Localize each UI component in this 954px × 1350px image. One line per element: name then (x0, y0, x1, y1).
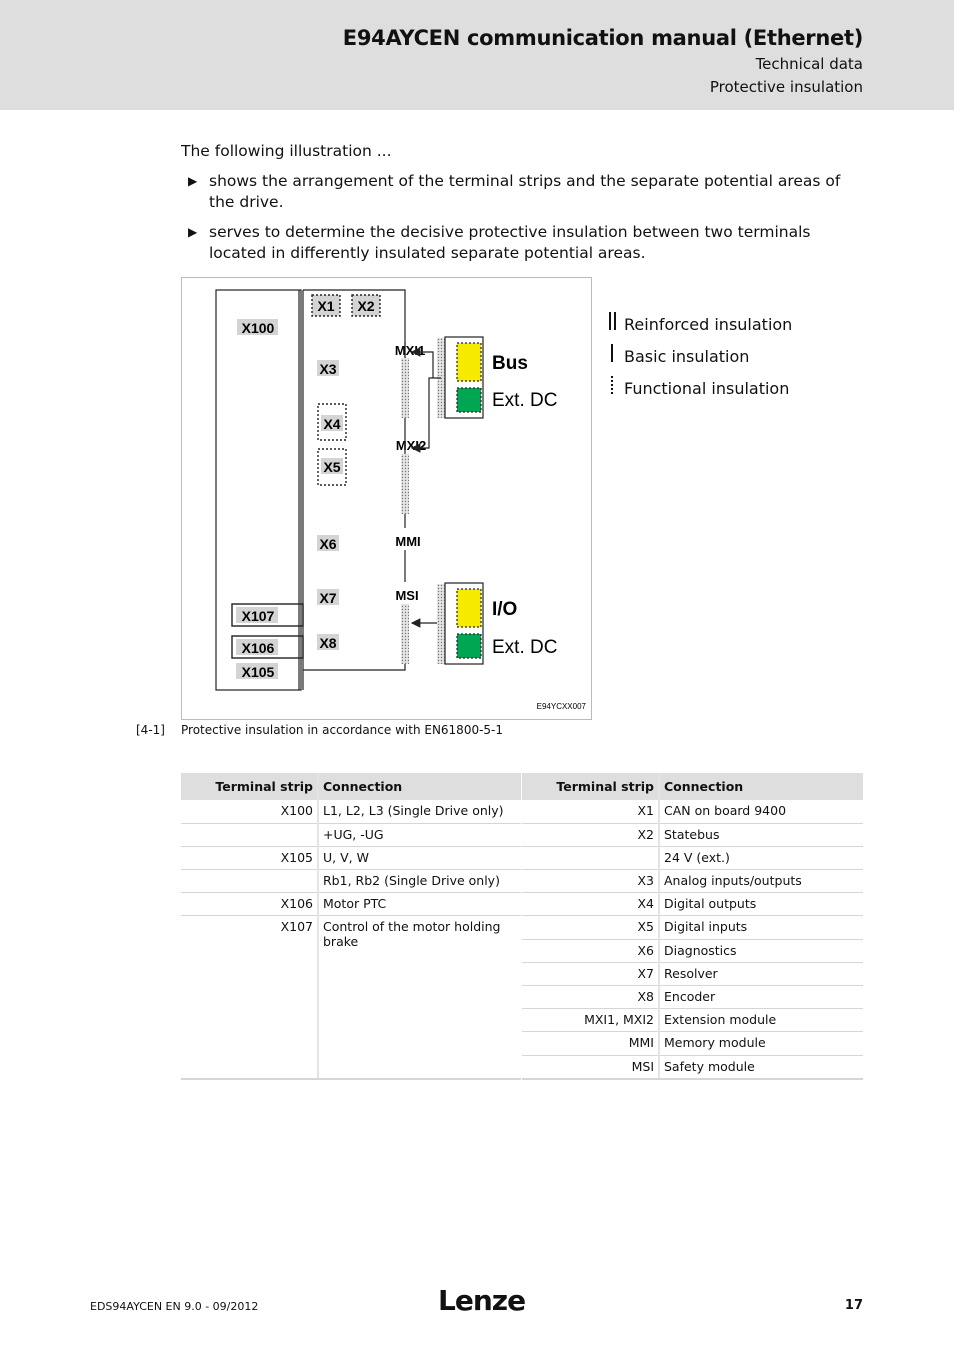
legend-reinforced: Reinforced insulation (608, 310, 792, 334)
svg-text:X7: X7 (319, 590, 337, 606)
page-title: E94AYCEN communication manual (Ethernet) (342, 26, 863, 50)
slot-mmi (395, 534, 420, 582)
figure-code: E94YCXX007 (536, 702, 586, 711)
slot-mxi2 (396, 436, 426, 528)
terminal-x3 (317, 360, 339, 377)
terminal-x1 (312, 295, 340, 316)
svg-text:MSI: MSI (395, 588, 419, 603)
terminal-x8 (317, 634, 339, 651)
slot-msi (395, 588, 418, 664)
svg-text:Ext. DC: Ext. DC (492, 390, 558, 411)
svg-text:X2: X2 (357, 298, 375, 314)
terminal-x5 (318, 449, 346, 485)
terminal-x4 (318, 404, 346, 440)
terminal-x105 (236, 663, 278, 680)
table-row: X7 Resolver (522, 962, 863, 985)
terminal-x100 (237, 319, 278, 336)
table-row: MMI Memory module (522, 1032, 863, 1055)
svg-text:X8: X8 (319, 635, 337, 651)
svg-text:X107: X107 (241, 608, 275, 624)
terminal-x107 (232, 604, 303, 626)
page-header (0, 0, 954, 110)
section-title: Technical data (755, 55, 863, 73)
table-row: X106 Motor PTC (181, 893, 521, 916)
slot-mxi1 (395, 342, 425, 436)
bullet-item (188, 222, 863, 264)
svg-text:X4: X4 (323, 416, 341, 432)
terminal-x106 (232, 636, 303, 658)
document-id: EDS94AYCEN EN 9.0 - 09/2012 (90, 1300, 259, 1313)
bus-module (412, 337, 557, 448)
page-number: 17 (844, 1298, 863, 1313)
table-row: X6 Diagnostics (522, 939, 863, 962)
svg-text:X1: X1 (317, 298, 335, 314)
legend-basic: Basic insulation (608, 342, 749, 366)
svg-text:X5: X5 (323, 459, 341, 475)
table-row: X2 Statebus (522, 823, 863, 846)
column-header: Connection (659, 773, 863, 800)
table-row: X4 Digital outputs (522, 893, 863, 916)
single-line-icon (608, 342, 622, 366)
svg-text:MXI1: MXI1 (394, 343, 426, 358)
insulation-diagram (181, 277, 592, 720)
svg-text:Bus: Bus (492, 353, 528, 374)
terminal-x2 (352, 295, 380, 316)
intro-text: The following illustration ... (181, 142, 392, 160)
svg-text:X3: X3 (319, 361, 337, 377)
drive-housing (216, 290, 405, 690)
table-row: X100 L1, L2, L3 (Single Drive only) (181, 800, 521, 823)
double-line-icon (608, 310, 622, 334)
svg-text:Ext. DC: Ext. DC (492, 637, 558, 658)
table-row: X5 Digital inputs (522, 916, 863, 939)
table-row: MSI Safety module (522, 1055, 863, 1079)
table-row: X107 Control of the motor holding brake (181, 916, 521, 1079)
svg-text:X105: X105 (241, 664, 275, 680)
column-header: Terminal strip (181, 773, 318, 800)
svg-text:X6: X6 (319, 536, 337, 552)
terminal-table-control (522, 773, 863, 1080)
dotted-line-icon (608, 374, 622, 398)
figure-caption: Protective insulation in accordance with EN61800-5-1 (181, 723, 504, 737)
io-module (412, 583, 557, 664)
figure-number: [4-1] (136, 723, 165, 737)
table-row: X3 Analog inputs/outputs (522, 870, 863, 893)
terminal-x7 (317, 589, 339, 606)
column-header: Terminal strip (522, 773, 659, 800)
svg-text:I/O: I/O (492, 599, 518, 620)
table-row: Rb1, Rb2 (Single Drive only) (181, 870, 521, 893)
terminal-x6 (317, 535, 339, 552)
bullet-arrow-icon: ▶ (188, 225, 198, 239)
svg-text:X106: X106 (241, 640, 275, 656)
lenze-logo: Lenze (438, 1284, 526, 1317)
svg-text:MMI: MMI (395, 534, 421, 549)
bullet-text: shows the arrangement of the terminal strips and the separate potential areas of the drive. (209, 172, 841, 211)
bullet-item (188, 171, 863, 213)
legend-functional: Functional insulation (608, 374, 789, 398)
table-row: +UG, -UG (181, 823, 521, 846)
table-row: X8 Encoder (522, 986, 863, 1009)
terminal-table-power (181, 773, 521, 1080)
table-row: X105 U, V, W (181, 846, 521, 869)
column-header: Connection (318, 773, 521, 800)
svg-text:X100: X100 (241, 320, 275, 336)
table-row: MXI1, MXI2 Extension module (522, 1009, 863, 1032)
subsection-title: Protective insulation (709, 78, 863, 96)
bullet-arrow-icon: ▶ (188, 174, 198, 188)
table-row: X1 CAN on board 9400 (522, 800, 863, 823)
table-row: 24 V (ext.) (522, 846, 863, 869)
svg-text:MXI2: MXI2 (395, 438, 427, 453)
bullet-text: serves to determine the decisive protective insulation between two terminals located in differently insulated separate potential areas. (209, 223, 811, 262)
